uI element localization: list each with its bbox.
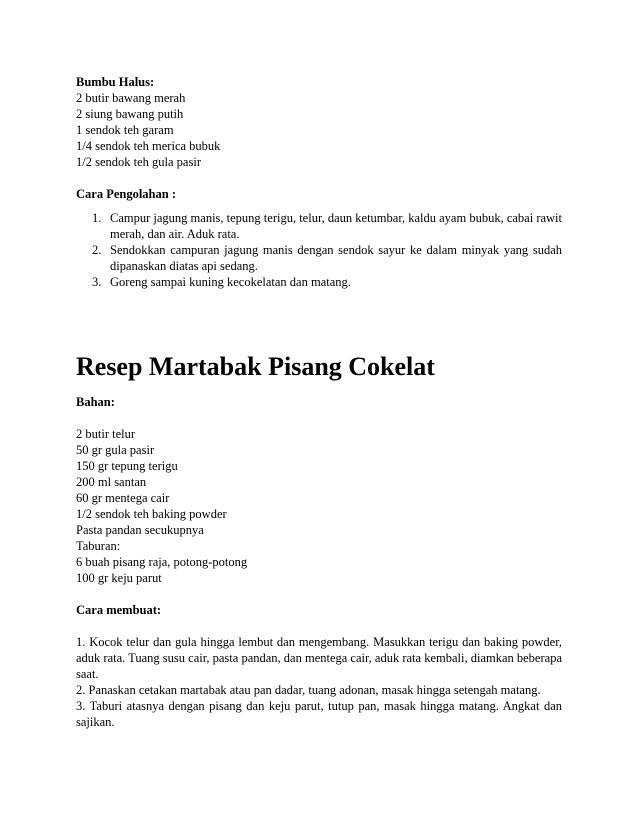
list-item: Taburan: <box>76 539 121 553</box>
cara-step: 1. Kocok telur dan gula hingga lembut dan mengembang. Masukkan terigu dan baking powder, aduk rata. Tuang susu cair, pasta pandan, dan mentega cair, aduk rata kembali, diamkan beberapa saat. <box>76 635 562 681</box>
list-item: 2 butir telur <box>76 427 136 441</box>
list-item: 150 gr tepung terigu <box>76 459 178 473</box>
step-number: 2. <box>92 243 102 257</box>
step-number: 1. <box>92 211 102 225</box>
step-item <box>76 210 562 242</box>
document-page <box>76 74 562 730</box>
cara-step: 3. Taburi atasnya dengan pisang dan keju parut, tutup pan, masak hingga matang. Angkat dan sajikan. <box>76 699 562 729</box>
bahan-heading: Bahan: <box>76 395 115 409</box>
list-item: 1 sendok teh garam <box>76 123 174 137</box>
list-item: Pasta pandan secukupnya <box>76 523 204 537</box>
list-item: 100 gr keju parut <box>76 571 162 585</box>
bumbu-list <box>76 90 562 170</box>
pengolahan-steps <box>76 210 562 290</box>
recipe-title: Resep Martabak Pisang Cokelat <box>76 352 435 381</box>
step-text: Sendokkan campuran jagung manis dengan sendok sayur ke dalam minyak yang sudah dipanaskan diatas api sedang. <box>110 243 562 273</box>
list-item: 50 gr gula pasir <box>76 443 155 457</box>
step-text: Campur jagung manis, tepung terigu, telur, daun ketumbar, kaldu ayam bubuk, cabai rawit merah, dan air. Aduk rata. <box>110 211 563 241</box>
step-item <box>76 242 562 274</box>
list-item: 1/2 sendok teh gula pasir <box>76 155 201 169</box>
list-item: 6 buah pisang raja, potong-potong <box>76 555 248 569</box>
list-item: 2 butir bawang merah <box>76 91 186 105</box>
pengolahan-heading: Cara Pengolahan : <box>76 187 176 201</box>
list-item: 1/2 sendok teh baking powder <box>76 507 227 521</box>
cara-step: 2. Panaskan cetakan martabak atau pan dadar, tuang adonan, masak hingga setengah matang. <box>76 683 541 697</box>
list-item: 1/4 sendok teh merica bubuk <box>76 139 221 153</box>
list-item: 2 siung bawang putih <box>76 107 184 121</box>
bahan-list <box>76 426 562 586</box>
step-item <box>76 274 562 290</box>
list-item: 60 gr mentega cair <box>76 491 170 505</box>
list-item: 200 ml santan <box>76 475 147 489</box>
bumbu-heading: Bumbu Halus: <box>76 75 155 89</box>
step-text: Goreng sampai kuning kecokelatan dan matang. <box>110 275 351 289</box>
cara-heading: Cara membuat: <box>76 603 162 617</box>
step-number: 3. <box>92 275 102 289</box>
cara-list <box>76 634 562 730</box>
